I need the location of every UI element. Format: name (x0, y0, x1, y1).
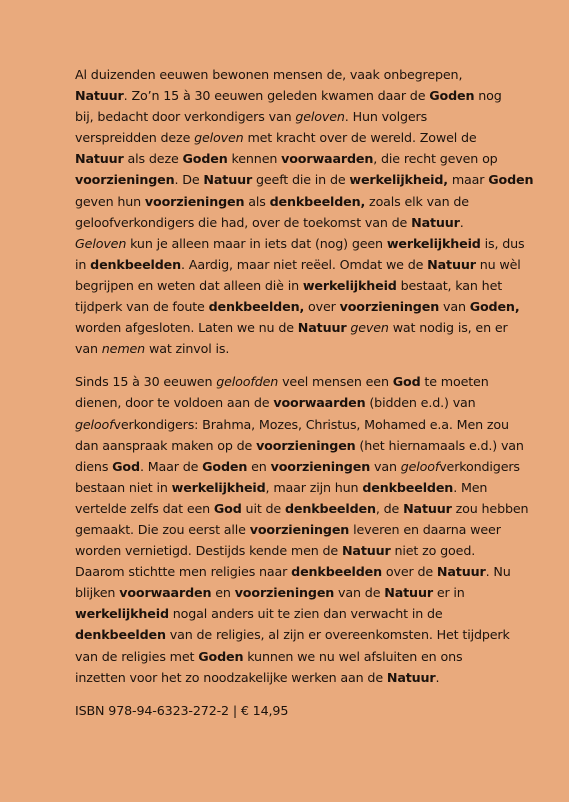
text-line (75, 212, 509, 233)
text-line (75, 414, 509, 435)
text-run: is, dus (480, 235, 525, 251)
text-run: geven hun (75, 193, 145, 209)
italic-term: geloof (75, 416, 114, 432)
text-run: kun je alleen maar in iets dat (nog) geen (126, 235, 387, 251)
text-run: leveren en daarna weer (349, 521, 501, 537)
text-line (75, 85, 509, 106)
isbn-price-line: ISBN 978-94-6323-272-2 | € 14,95 (75, 702, 289, 718)
text-line (75, 106, 509, 127)
bold-term: denkbeelden (90, 256, 182, 272)
text-run: begrijpen en weten dat alleen diè in (75, 277, 303, 293)
text-run: (bidden e.d.) van (365, 395, 476, 411)
text-line (75, 148, 509, 169)
text-run: (het hiernamaals e.d.) van (355, 437, 524, 453)
text-run: . Hun volgers (344, 109, 428, 125)
text-line (75, 317, 509, 338)
text-run: nogal anders uit te zien dan verwacht in de (168, 606, 443, 622)
bold-term: voorzieningen (339, 299, 440, 315)
text-line (75, 667, 509, 688)
text-run: . Zo’n 15 à 30 eeuwen geleden kwamen daar de (123, 88, 430, 104)
text-run: worden afgesloten. Laten we nu de (75, 320, 298, 336)
bold-term: Natuur (384, 585, 433, 601)
bold-term: voorzieningen (270, 458, 371, 474)
text-line (75, 498, 529, 519)
bold-term: denkbeelden (291, 564, 383, 580)
bold-term: Goden, (469, 299, 520, 315)
bold-term: Natuur (203, 172, 253, 188)
text-line (75, 338, 509, 359)
text-run: van de religies met (75, 648, 199, 664)
bold-term: werkelijkheid (386, 235, 481, 251)
bold-term: Natuur (427, 256, 476, 272)
text-run: geeft die in de (252, 172, 350, 188)
text-run: . Aardig, maar niet reëel. Omdat we de (181, 256, 428, 272)
text-run: . (435, 669, 440, 685)
bold-term: Natuur (403, 500, 452, 516)
bold-term: werkelijkheid (75, 606, 169, 622)
italic-term: geloof (400, 458, 440, 474)
text-run: dan aanspraak maken op de (75, 437, 257, 453)
text-run: dienen, door te voldoen aan de (75, 395, 274, 411)
text-line (75, 456, 520, 477)
bold-term: Natuur (75, 88, 124, 104)
bold-term: Natuur (297, 320, 347, 336)
text-run: van (439, 299, 470, 315)
bold-term: Goden (429, 88, 475, 104)
text-run: kennen (227, 151, 282, 167)
bold-term: Natuur (436, 564, 486, 580)
text-run: zoals elk van de (365, 193, 469, 209)
text-line (75, 582, 509, 603)
text-run: als deze (123, 151, 183, 167)
text-run: maar (447, 172, 489, 188)
text-line (75, 519, 509, 540)
text-line (75, 646, 509, 667)
text-run: blijken (75, 585, 120, 601)
text-run: inzetten voor het zo noodzakelijke werken aan de (75, 669, 387, 685)
bold-term: God (392, 374, 421, 390)
text-run: en (247, 458, 271, 474)
text-line (75, 561, 509, 582)
bold-term: denkbeelden, (208, 299, 305, 315)
text-run: uit de (241, 500, 285, 516)
bold-term: voorzieningen (249, 521, 350, 537)
text-run: worden vernietigd. Destijds kende men de (75, 543, 342, 559)
text-run: diens (75, 458, 113, 474)
text-run: . Men (453, 479, 488, 495)
text-run: kunnen we nu wel afsluiten en ons (243, 648, 463, 664)
bold-term: denkbeelden, (269, 193, 366, 209)
text-run: bestaat, kan het (396, 277, 503, 293)
italic-term: nemen (101, 341, 146, 357)
paragraph-2 (75, 371, 529, 687)
text-run: niet zo goed. (390, 543, 476, 559)
text-run: , maar zijn hun (265, 479, 363, 495)
text-run: bestaan niet in (75, 479, 172, 495)
bold-term: God (112, 458, 140, 474)
italic-term: geven (350, 320, 389, 336)
bold-term: voorzieningen (234, 585, 335, 601)
text-line (75, 624, 509, 645)
text-run: veel mensen een (278, 374, 393, 390)
paragraph-1 (75, 64, 534, 359)
bold-term: werkelijkheid (171, 479, 266, 495)
bold-term: Goden (182, 151, 228, 167)
text-run: wat nodig is, en er (388, 320, 508, 336)
text-run: van (370, 458, 401, 474)
text-run: Sinds 15 à 30 eeuwen (75, 374, 217, 390)
text-line (75, 275, 509, 296)
text-line (75, 254, 521, 275)
text-run: bij, bedacht door verkondigers van (75, 109, 296, 125)
text-run: van de (334, 585, 385, 601)
italic-term: Geloven (75, 235, 127, 251)
text-run: en (211, 585, 235, 601)
bold-term: Natuur (75, 151, 124, 167)
bold-term: God (213, 500, 242, 516)
text-line (75, 64, 509, 85)
bold-term: Goden (198, 648, 244, 664)
text-line (75, 477, 509, 498)
text-line (75, 435, 524, 456)
text-line (75, 191, 509, 212)
text-run: als (244, 193, 270, 209)
bold-term: voorwaarden (273, 395, 366, 411)
bold-term: werkelijkheid (302, 277, 397, 293)
text-run: Daarom stichtte men religies naar (75, 564, 292, 580)
text-run: in (75, 256, 91, 272)
bold-term: werkelijkheid, (349, 172, 448, 188)
bold-term: voorwaarden (281, 151, 374, 167)
text-run: gemaakt. Die zou eerst alle (75, 521, 250, 537)
text-line (75, 540, 509, 561)
text-line (75, 169, 534, 190)
text-run: nu wèl (475, 256, 521, 272)
text-run: verkondigers (439, 458, 520, 474)
text-run: , die recht geven op (373, 151, 498, 167)
text-line (75, 233, 525, 254)
text-run: geloofverkondigers die had, over de toekomst van de (75, 214, 412, 230)
text-run: Al duizenden eeuwen bewonen mensen de, vaak onbegrepen, (75, 67, 463, 82)
bold-term: Natuur (411, 214, 460, 230)
text-run: er in (432, 585, 465, 601)
text-run: . De (174, 172, 204, 188)
bold-term: Goden (202, 458, 248, 474)
bold-term: voorzieningen (144, 193, 245, 209)
text-run: verkondigers: Brahma, Mozes, Christus, Mohamed e.a. Men zou (113, 416, 509, 432)
text-run: wat zinvol is. (145, 341, 230, 357)
italic-term: geloven (194, 130, 244, 146)
blurb-text (75, 64, 534, 688)
italic-term: geloven (295, 109, 345, 125)
text-line (75, 603, 509, 624)
text-run: vertelde zelfs dat een (75, 500, 214, 516)
bold-term: voorzieningen (256, 437, 356, 453)
text-run: , de (375, 500, 404, 516)
text-run: . Maar de (139, 458, 203, 474)
bold-term: voorwaarden (119, 585, 212, 601)
bold-term: Natuur (386, 669, 436, 685)
text-run: tijdperk van de foute (75, 299, 209, 315)
text-run: van de religies, al zijn er overeenkomsten. Het tijdperk (165, 627, 510, 643)
text-line (75, 296, 520, 317)
text-line (75, 371, 509, 392)
text-run: verspreidden deze (75, 130, 195, 146)
text-run: . Nu (485, 564, 511, 580)
bold-term: denkbeelden (75, 627, 166, 643)
bold-term: voorzieningen (75, 172, 175, 188)
text-line (75, 127, 509, 148)
bold-term: Goden (488, 172, 534, 188)
italic-term: geloofden (216, 374, 279, 390)
bold-term: Natuur (341, 543, 391, 559)
text-run: zou hebben (451, 500, 529, 516)
text-run: over (304, 299, 340, 315)
text-line (75, 392, 509, 413)
bold-term: denkbeelden (362, 479, 454, 495)
text-run: nog (474, 88, 502, 104)
text-run: . (459, 214, 464, 230)
bold-term: denkbeelden (284, 500, 376, 516)
text-run: van (75, 341, 102, 357)
text-run: over de (382, 564, 437, 580)
text-run: te moeten (420, 374, 489, 390)
text-run: met kracht over de wereld. Zowel de (243, 130, 477, 146)
